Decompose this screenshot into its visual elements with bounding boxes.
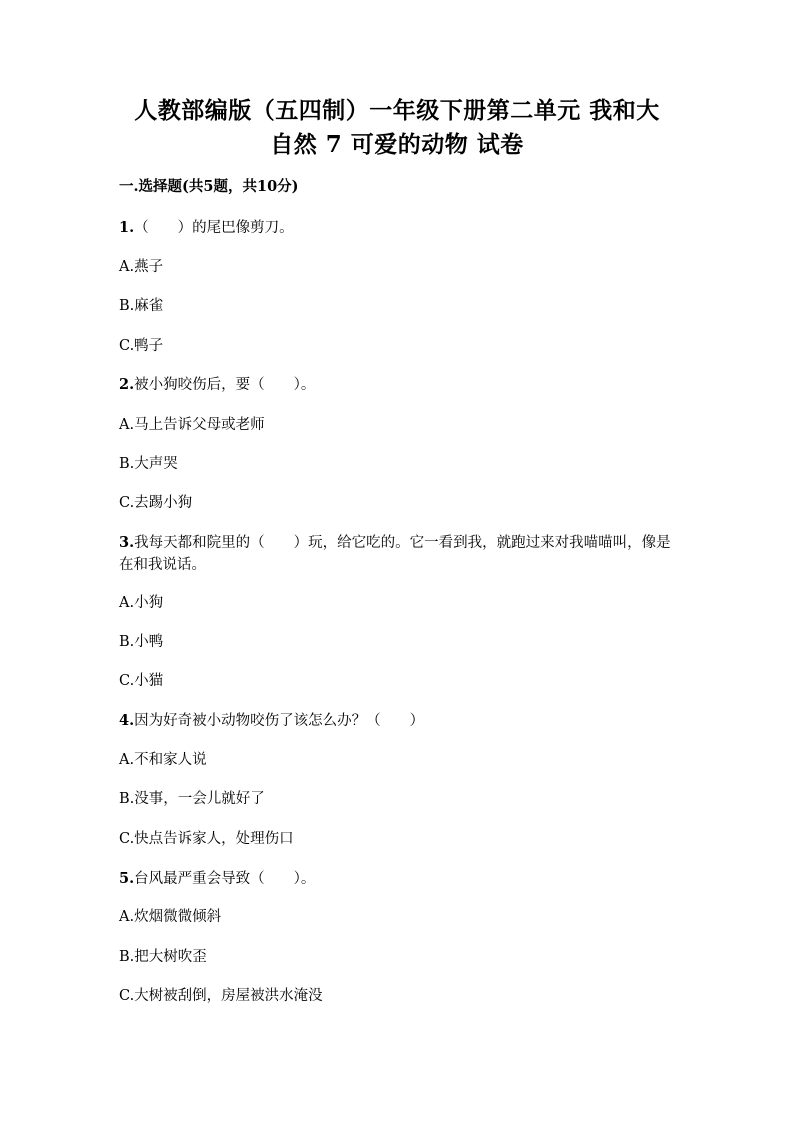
- question-3-option-a: A.小狗: [119, 595, 164, 611]
- question-1-option-b: B.麻雀: [119, 298, 164, 314]
- question-text: 因为好奇被小动物咬伤了该怎么办？（ ）: [134, 713, 425, 729]
- question-number: 2.: [119, 376, 135, 393]
- question-1-option-a: A.燕子: [119, 259, 164, 275]
- question-number: 1.: [119, 219, 135, 236]
- question-text: 台风最严重会导致（ ）。: [134, 871, 316, 887]
- question-4-option-c: C.快点告诉家人，处理伤口: [119, 831, 294, 847]
- question-5: [119, 868, 679, 890]
- question-number: 3.: [119, 534, 135, 551]
- title-line-2: 自然 7 可爱的动物 试卷: [270, 131, 524, 158]
- question-text: 被小狗咬伤后，要（ ）。: [134, 377, 316, 393]
- question-1-option-c: C.鸭子: [119, 338, 164, 354]
- question-4-option-b: B.没事，一会儿就好了: [119, 791, 265, 807]
- question-3: [119, 532, 679, 576]
- question-1: [119, 217, 679, 239]
- question-5-option-c: C.大树被刮倒，房屋被洪水淹没: [119, 988, 323, 1004]
- question-3-option-b: B.小鸭: [119, 634, 164, 650]
- question-5-option-b: B.把大树吹歪: [119, 949, 207, 965]
- section-heading: 一.选择题(共5题，共10分): [119, 178, 299, 195]
- question-3-option-c: C.小猫: [119, 673, 164, 689]
- page-title: [100, 94, 694, 162]
- question-text: 我每天都和院里的（ ）玩，给它吃的。它一看到我，就跑过来对我喵喵叫，像是在和我说话。: [119, 535, 671, 573]
- question-number: 4.: [119, 712, 135, 729]
- question-5-option-a: A.炊烟微微倾斜: [119, 909, 222, 925]
- question-2-option-a: A.马上告诉父母或老师: [119, 417, 265, 433]
- question-2: [119, 374, 679, 396]
- question-4: [119, 710, 679, 732]
- title-line-1: 人教部编版（五四制）一年级下册第二单元 我和大: [134, 97, 660, 124]
- question-text: （ ）的尾巴像剪刀。: [134, 220, 294, 236]
- question-number: 5.: [119, 870, 135, 887]
- question-2-option-c: C.去踢小狗: [119, 495, 193, 511]
- question-4-option-a: A.不和家人说: [119, 752, 207, 768]
- question-2-option-b: B.大声哭: [119, 456, 178, 472]
